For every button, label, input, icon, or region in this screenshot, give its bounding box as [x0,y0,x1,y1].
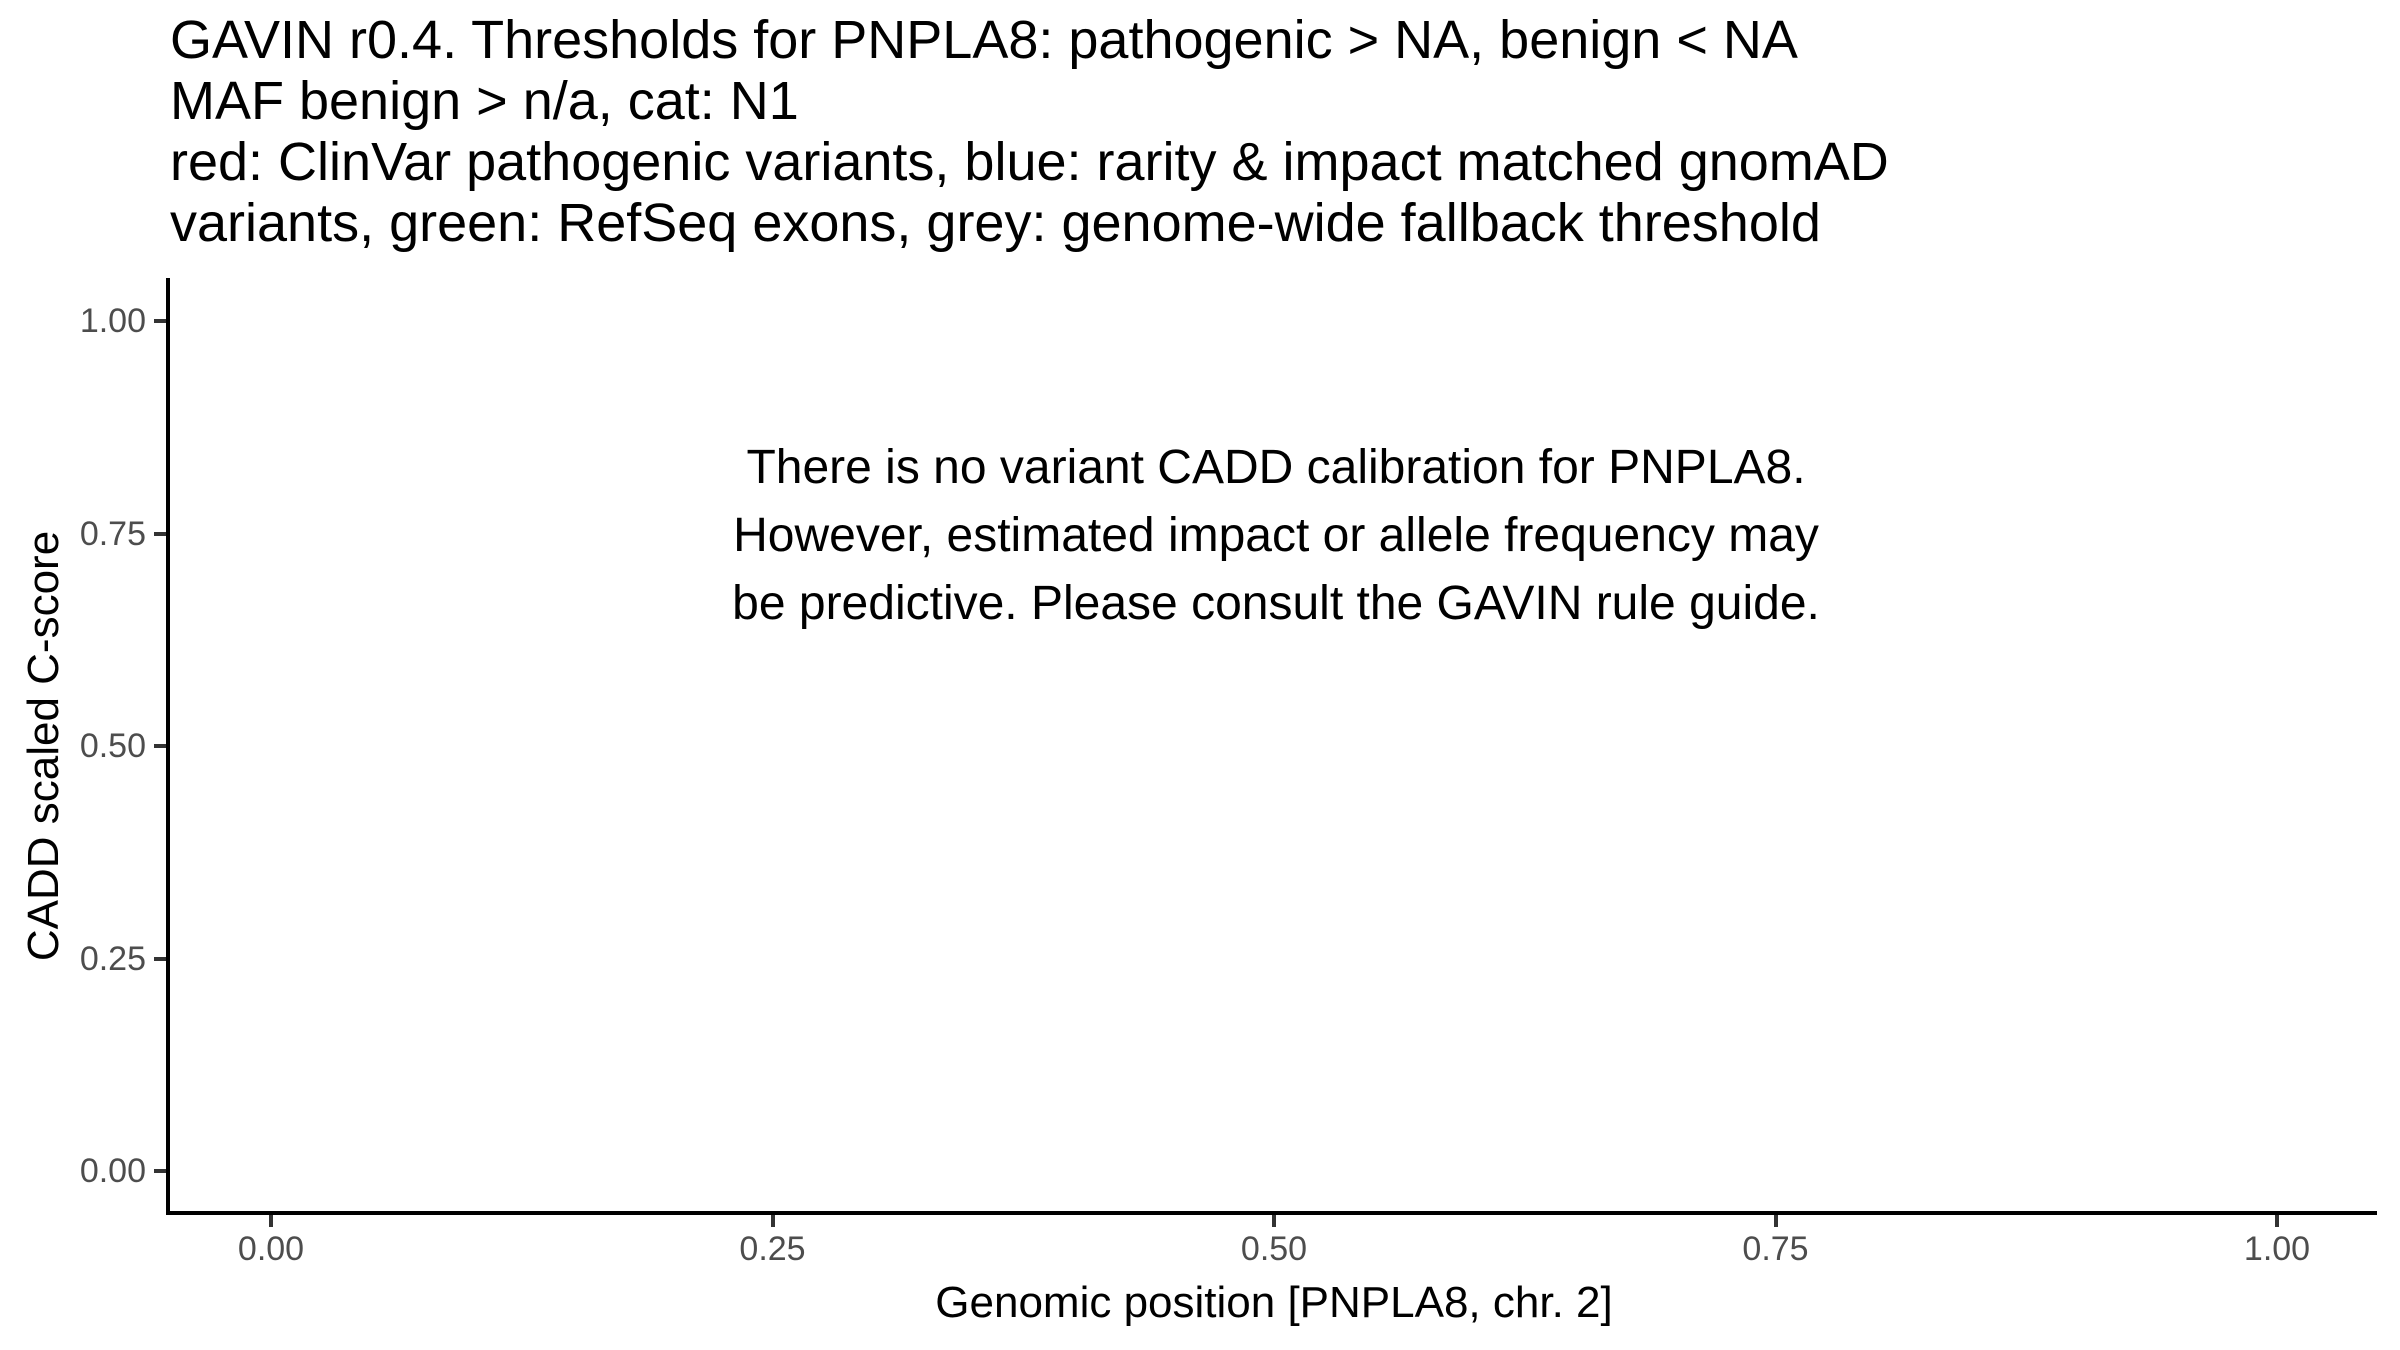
y-tick-mark [154,532,166,536]
annotation-line-2: However, estimated impact or allele frequency may [733,509,1819,562]
y-tick-label: 0.00 [79,1152,146,1190]
x-tick-mark [771,1215,775,1227]
plot-annotation [732,434,1820,638]
y-tick-mark [154,1169,166,1173]
chart-title-line-2: MAF benign > n/a, cat: N1 [170,71,799,131]
y-tick-label: 1.00 [79,302,146,340]
y-tick-mark [154,957,166,961]
x-tick-label: 0.75 [1742,1230,1809,1268]
y-tick-label: 0.75 [79,514,146,553]
plot-panel [170,278,2377,1215]
y-tick-mark [154,319,166,323]
y-tick-label: 0.25 [79,939,146,978]
x-tick-mark [2275,1215,2279,1227]
y-axis-line [166,278,170,1215]
chart-title [170,10,1889,254]
chart-title-line-1: GAVIN r0.4. Thresholds for PNPLA8: pathogenic > NA, benign < NA [170,10,1798,70]
annotation-line-1: There is no variant CADD calibration for PNPLA8. [746,441,1806,494]
x-tick-mark [269,1215,273,1227]
chart-title-line-4: variants, green: RefSeq exons, grey: genome-wide fallback threshold [170,193,1821,253]
x-tick-label: 0.25 [739,1230,806,1268]
y-axis-title: CADD scaled C-score [19,530,68,962]
chart-title-line-3: red: ClinVar pathogenic variants, blue: rarity & impact matched gnomAD [170,132,1889,192]
x-tick-label: 0.00 [237,1230,305,1268]
annotation-line-3: be predictive. Please consult the GAVIN rule guide. [732,577,1820,630]
x-tick-label: 0.50 [1240,1230,1308,1268]
y-tick-label: 0.50 [79,727,146,765]
x-tick-label: 1.00 [2243,1230,2311,1268]
x-axis-title: Genomic position [PNPLA8, chr. 2] [935,1278,1613,1327]
y-tick-mark [154,744,166,748]
x-tick-mark [1272,1215,1276,1227]
x-tick-mark [1774,1215,1778,1227]
